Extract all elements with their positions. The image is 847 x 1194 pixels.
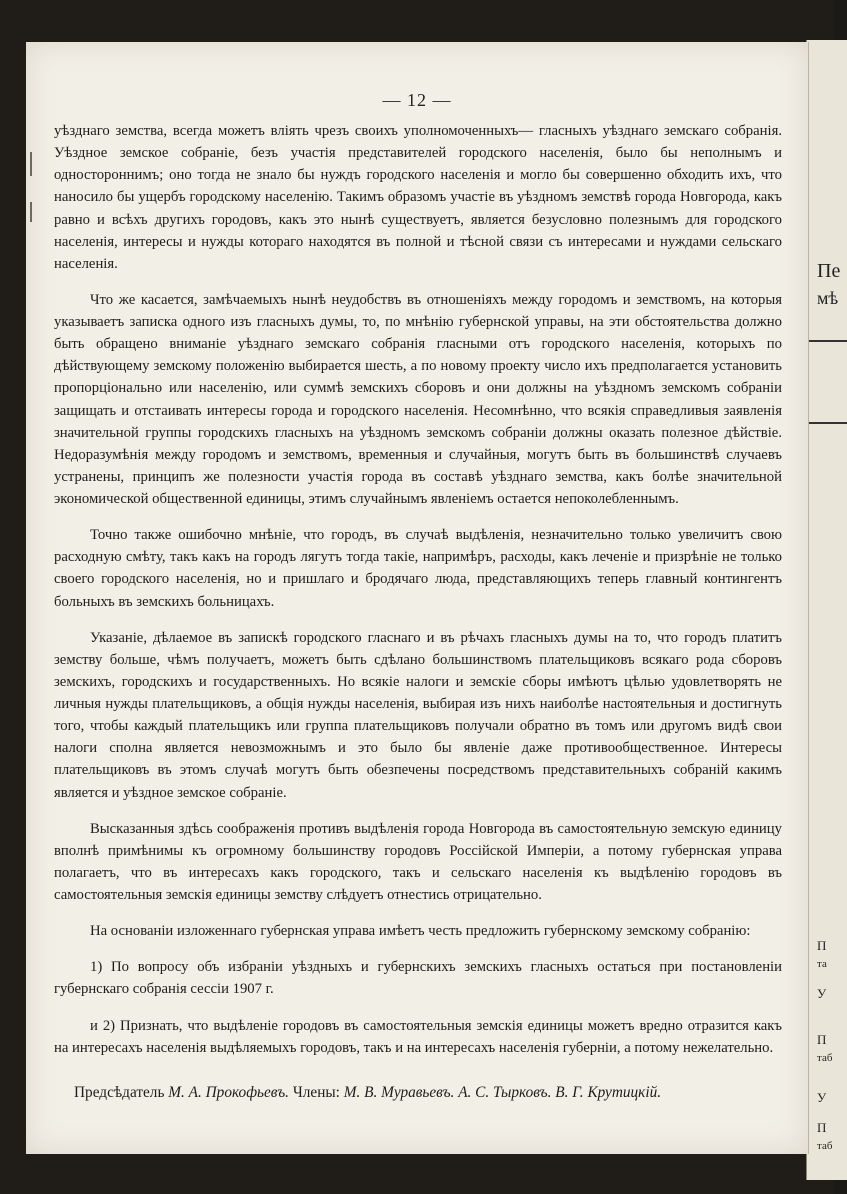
margin-mark xyxy=(30,152,32,176)
adjacent-fragment: У xyxy=(817,986,827,1001)
member-name: В. Г. Крутицкій. xyxy=(555,1084,662,1101)
resolution-item: и 2) Признать, что выдѣленіе городовъ въ самостоятельныя земскія единицы можетъ вредно отразится какъ на интересахъ населенія выдѣляемыхъ городовъ, такъ и на интересахъ населенія губерніи, а потому нежелательно. xyxy=(54,1017,782,1056)
document-page xyxy=(26,42,809,1154)
signature-line xyxy=(54,1084,782,1102)
member-name: М. В. Муравьевъ. xyxy=(343,1084,459,1101)
adjacent-fragment: Пе xyxy=(817,260,841,282)
paragraph: Точно также ошибочно мнѣніе, что городъ, въ случаѣ выдѣленія, незначительно только увеличитъ свою расходную смѣту, такъ какъ на городъ лягутъ тогда такіе, напримѣръ, расходы, какъ леченіе и призрѣніе не только своего городского населенія, но и пришлаго и бродячаго люда, представляющихъ теперь главный контингентъ больныхъ въ земскихъ больницахъ. xyxy=(54,527,782,610)
adjacent-fragment: П xyxy=(817,1120,827,1135)
adjacent-fragment: та xyxy=(817,958,827,970)
paragraph: На основаніи изложеннаго губернская управа имѣетъ честь предложить губернскому земскому собранію: xyxy=(90,923,751,940)
adjacent-fragment: П xyxy=(817,1032,827,1047)
margin-mark xyxy=(30,202,32,222)
adjacent-fragment: П xyxy=(817,938,827,953)
paragraph: Высказанныя здѣсь соображенія противъ выдѣленія города Новгорода въ самостоятельную земскую единицу вполнѣ примѣнимы къ огромному большинству городовъ Россійской Имперіи, а потому губернская управа полагаетъ, что въ интересахъ какъ городского, такъ и сельскаго населенія къ выдѣленію городовъ въ самостоятельныя земскія единицы земству слѣдуетъ отнестись отрицательно. xyxy=(54,820,782,903)
adjacent-fragment: мѣ xyxy=(817,288,839,308)
chair-label: Предсѣдатель xyxy=(74,1084,169,1101)
adjacent-fragment: таб xyxy=(817,1140,833,1152)
adjacent-rule xyxy=(807,422,847,424)
paragraph: Что же касается, замѣчаемыхъ нынѣ неудобствъ въ отношеніяхъ между городомъ и земствомъ, на которыя указываетъ записка одного изъ гласныхъ думы, то, по мнѣнію губернской управы, на эти обстоятельства должно быть обращено вниманіе уѣзднаго земскаго собранія гласными отъ городского населенія, которыхъ по дѣйствующему земскому положенію выбирается шесть, а по новому проекту число ихъ предполагается установить пропорціонально или населенію, или суммѣ земскихъ сборовъ и они должны на уѣздномъ земскомъ собраніи защищать и отстаивать интересы города и городского населенія. Несомнѣнно, что всякія справедливыя заявленія значительной группы городскихъ гласныхъ на уѣздномъ земскомъ собраніи должны оказать полезное дѣйствіе. Недоразумѣнія между городомъ и земствомъ, временныя и случайныя, могутъ быть въ большинствѣ случаевъ устранены, принципъ же полезности участія города въ составѣ уѣзднаго земства, какъ болѣе значительной экономической общественной единицы, этимъ случайнымъ явленіемъ остается непоколебленнымъ. xyxy=(54,291,782,507)
paragraph: уѣзднаго земства, всегда можетъ вліять чрезъ своихъ уполномоченныхъ— гласныхъ уѣзднаго земскаго собранія. Уѣздное земское собраніе, безъ участія представителей городского населенія, было бы неполнымъ и одностороннимъ; оно тогда не знало бы нуждъ городского населенія и могло бы совершенно обходить ихъ, что наносило бы ущербъ городскому населенію. Такимъ образомъ участіе въ уѣздномъ земствѣ города Новгорода, какъ равно и всѣхъ другихъ городовъ, какъ это нынѣ существуетъ, является безусловно полезнымъ для городского населенія, интересы и нужды котораго находятся въ полной и тѣсной связи съ интересами и нуждами сельскаго населенія. xyxy=(54,123,782,272)
member-name: А. С. Тырковъ. xyxy=(458,1084,556,1101)
adjacent-page-edge xyxy=(806,40,847,1180)
adjacent-fragment: таб xyxy=(817,1052,833,1064)
members-label: Члены: xyxy=(292,1084,344,1101)
chair-name: М. А. Прокофьевъ. xyxy=(168,1084,293,1101)
page-number: — 12 — xyxy=(382,90,452,110)
document-body xyxy=(54,120,782,1073)
adjacent-fragment: У xyxy=(817,1090,827,1105)
paragraph: Указаніе, дѣлаемое въ запискѣ городского гласнаго и въ рѣчахъ гласныхъ думы на то, что городъ платитъ земству больше, чѣмъ получаетъ, можетъ быть сдѣлано большинствомъ плательщиковъ всякаго рода сборовъ земскихъ, городскихъ и государственныхъ. Но всякіе налоги и земскіе сборы имѣютъ цѣлью удовлетворять не личныя нужды плательщиковъ, а общія нужды населенія, выбирая изъ нихъ наиболѣе настоятельныя и достигнуть того, чтобы каждый плательщикъ или группа плательщиковъ получали обратно въ томъ или другомъ видѣ свои налоги сполна является невозможнымъ и это было бы явленіе даже противообщественное. Интересы плательщиковъ въ этомъ случаѣ могутъ быть обезпечены посредствомъ представительныхъ собраній какимъ является и уѣздное земское собраніе. xyxy=(54,629,782,801)
resolution-item: 1) По вопросу объ избраніи уѣздныхъ и губернскихъ земскихъ гласныхъ остаться при постановленіи губернскаго собранія сессіи 1907 г. xyxy=(54,959,782,998)
adjacent-rule xyxy=(807,340,847,342)
